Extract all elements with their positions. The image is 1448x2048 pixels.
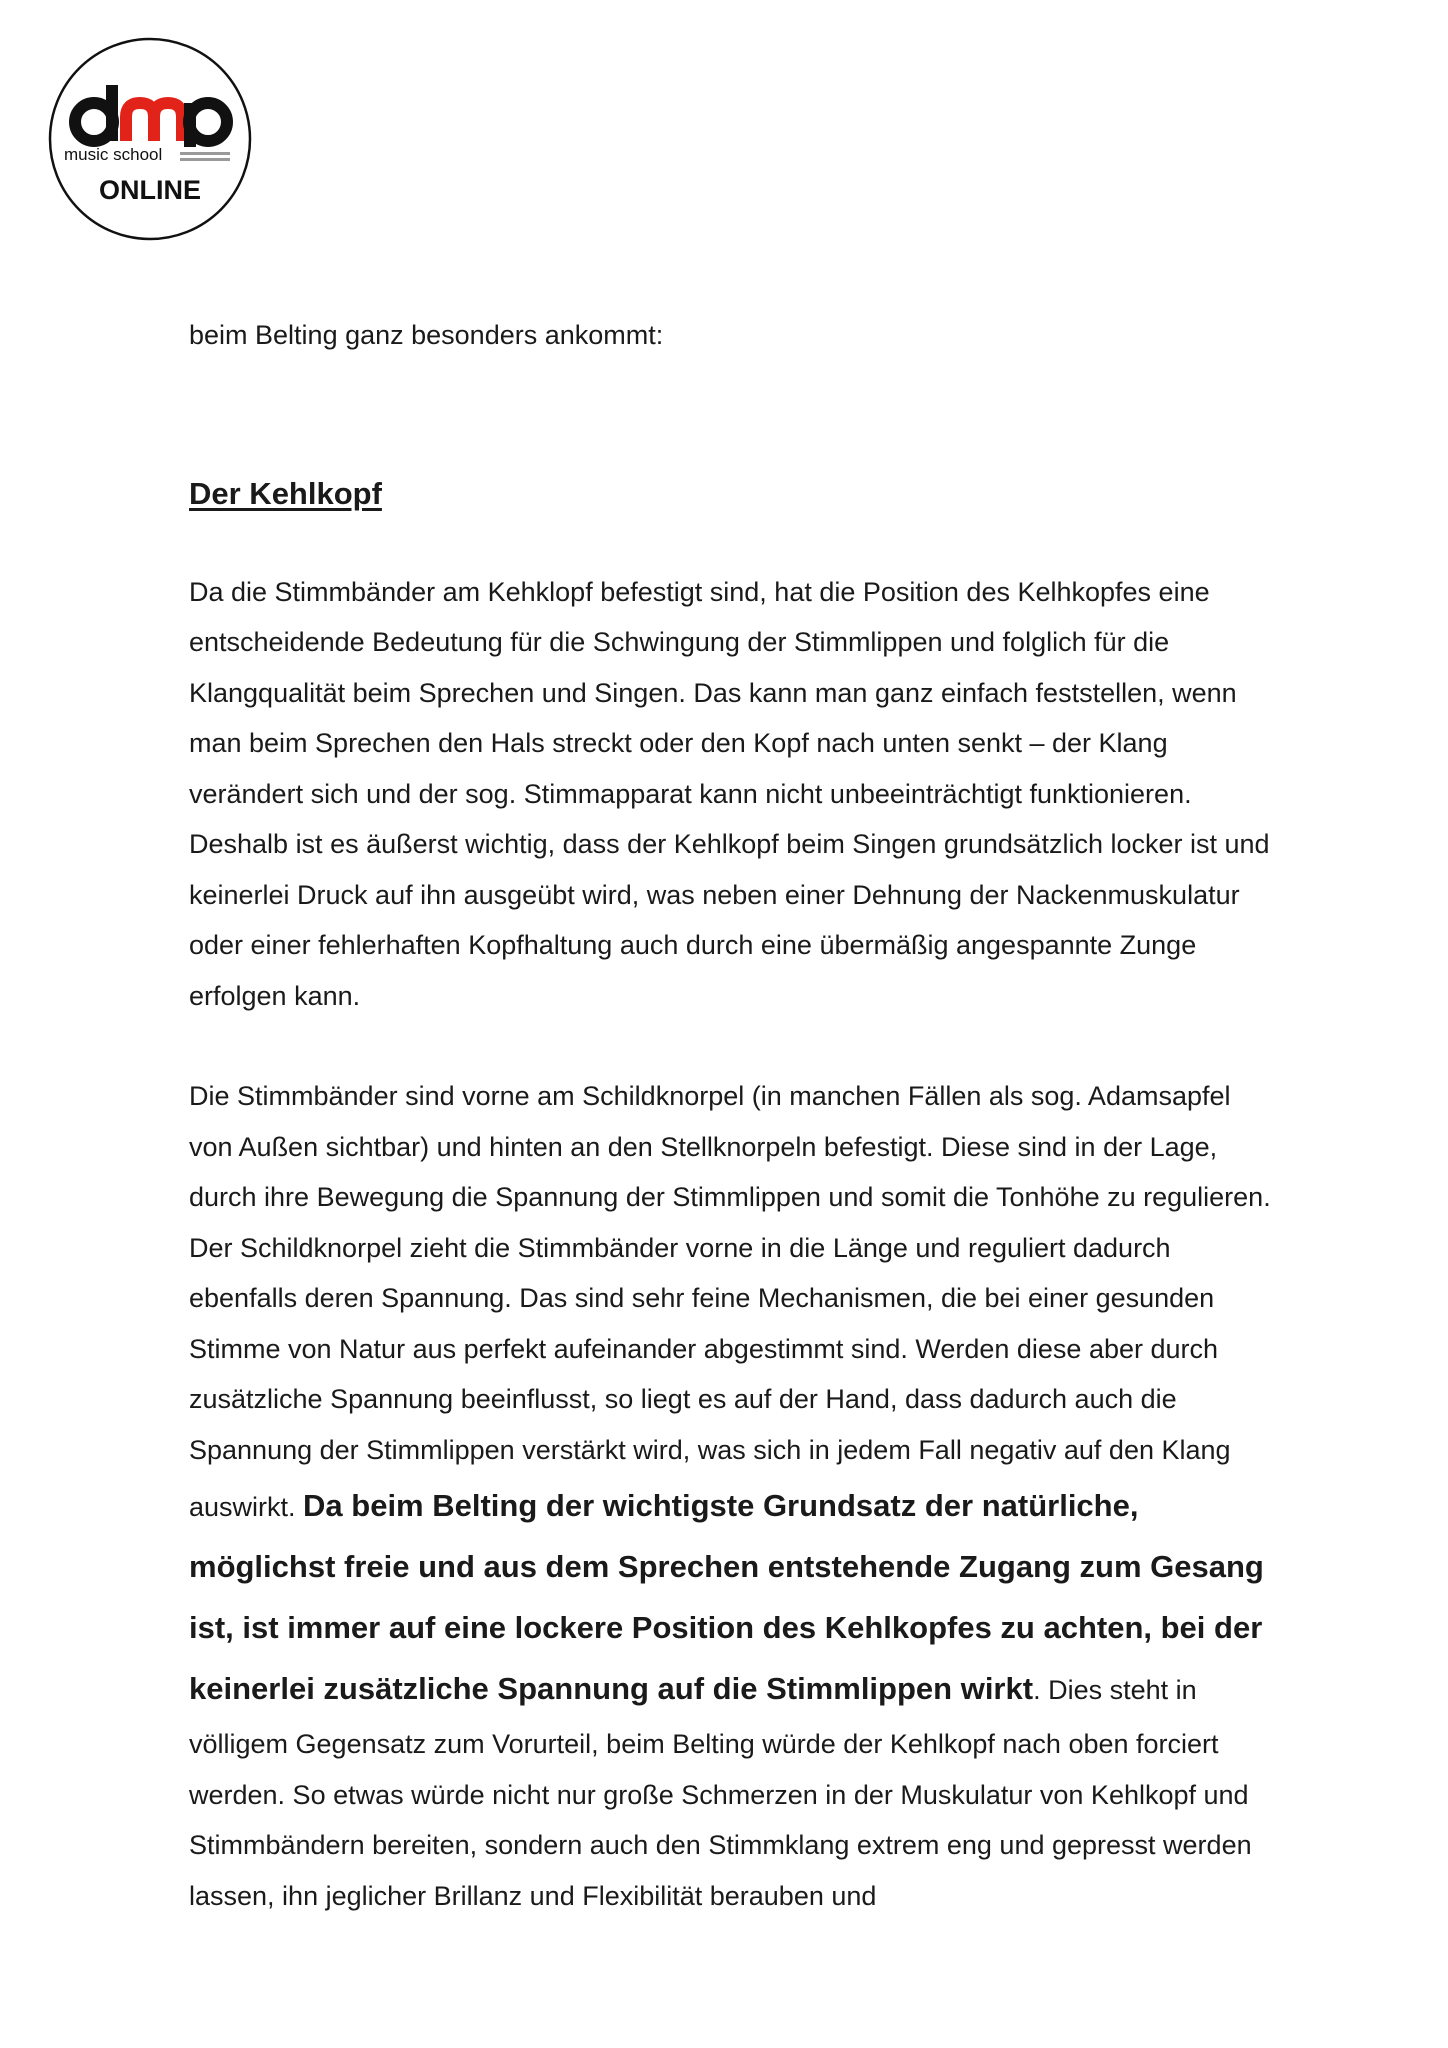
paragraph-2-end: . Dies steht in völligem Gegensatz zum Vorurteil, beim Belting würde der Kehlkopf nach oben forciert werden. So etwas würde nicht nur große Schmerzen in der Muskulatur von Kehlkopf und Stimmbändern bereiten, sondern auch den Stimmklang extrem eng und gepresst werden lassen, ihn jeglicher Brillanz und Flexibilität berauben und (189, 1675, 1252, 1911)
logo-badge-online: ONLINE (98, 175, 202, 205)
dmp-music-school-logo (48, 37, 252, 241)
document-body (189, 310, 1279, 1921)
paragraph-1: Da die Stimmbänder am Kehklopf befestigt sind, hat die Position des Kelhkopfes eine entscheidende Bedeutung für die Schwingung der Stimmlippen und folglich für die Klangqualität beim Sprechen und Singen. Das kann man ganz einfach feststellen, wenn man beim Sprechen den Hals streckt oder den Kopf nach unten senkt – der Klang verändert sich und der sog. Stimmapparat kann nicht unbeeinträchtigt funktionieren. Deshalb ist es äußerst wichtig, dass der Kehlkopf beim Singen grundsätzlich locker ist und keinerlei Druck auf ihn ausgeübt wird, was neben einer Dehnung der Nackenmuskulatur oder einer fehlerhaften Kopfhaltung auch durch eine übermäßig angespannte Zunge erfolgen kann. (189, 576, 1270, 1011)
section-heading: Der Kehlkopf (189, 475, 382, 511)
paragraph-2-start: Die Stimmbänder sind vorne am Schildknorpel (in manchen Fällen als sog. Adamsapfel von Außen sichtbar) und hinten an den Stellknorpeln befestigt. Diese sind in der Lage, durch ihre Bewegung die Spannung der Stimmlippen und somit die Tonhöhe zu regulieren. Der Schildknorpel zieht die Stimmbänder vorne in die Länge und reguliert dadurch ebenfalls deren Spannung. Das sind sehr feine Mechanismen, die bei einer gesunden Stimme von Natur aus perfekt aufeinander abgestimmt sind. Werden diese aber durch zusätzliche Spannung beeinflusst, so liegt es auf der Hand, dass dadurch auch die Spannung der Stimmlippen verstärkt wird, was sich in jedem Fall negativ auf den Klang auswirkt. (189, 1081, 1271, 1522)
paragraph-2 (189, 1071, 1279, 1921)
paragraph-2-emphasis: Da beim Belting der wichtigste Grundsatz der natürliche, möglichst freie und aus dem Sprechen entstehende Zugang zum Gesang ist, ist immer auf eine lockere Position des Kehlkopfes zu achten, bei der keinerlei zusätzliche Spannung auf die Stimmlippen wirkt (189, 1488, 1264, 1706)
logo-emblem (48, 37, 252, 241)
intro-line: beim Belting ganz besonders ankommt: (189, 320, 664, 350)
logo-tagline: music school (64, 145, 163, 164)
